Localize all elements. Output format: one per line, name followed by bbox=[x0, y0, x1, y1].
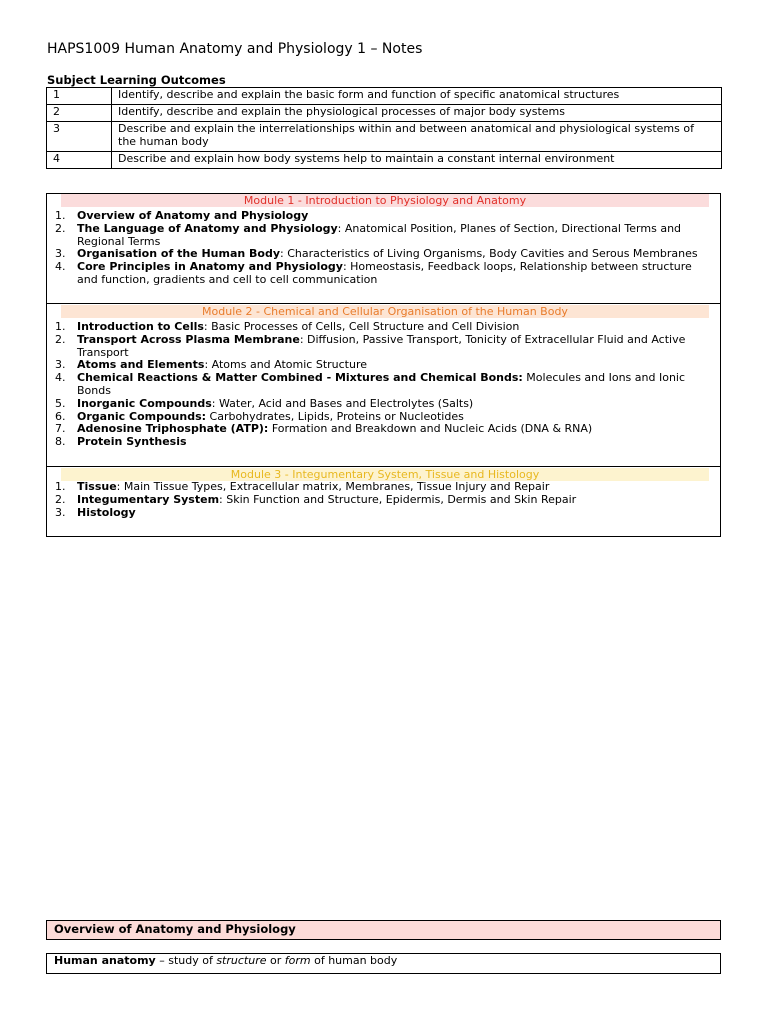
table-row bbox=[47, 88, 722, 105]
list-item: 1. Tissue: Main Tissue Types, Extracellular matrix, Membranes, Tissue Injury and Repair bbox=[55, 480, 550, 493]
document-title: HAPS1009 Human Anatomy and Physiology 1 – Notes bbox=[47, 41, 423, 57]
slo-text: Describe and explain how body systems help to maintain a constant internal environment bbox=[112, 152, 722, 169]
definition-box: Human anatomy – study of structure or form of human body bbox=[46, 953, 721, 974]
module-1-title: Module 1 - Introduction to Physiology and Anatomy bbox=[61, 194, 709, 207]
slo-text: Identify, describe and explain the basic form and function of specific anatomical structures bbox=[112, 88, 722, 105]
slo-text: Identify, describe and explain the physiological processes of major body systems bbox=[112, 105, 722, 122]
list-item: 6. Organic Compounds: Carbohydrates, Lipids, Proteins or Nucleotides bbox=[55, 409, 464, 423]
module-2-list bbox=[47, 321, 712, 449]
list-item: 4. Core Principles in Anatomy and Physiology: Homeostasis, Feedback loops, Relationship between structure and function, gradients and cell to cell communication bbox=[55, 260, 692, 286]
slo-number: 4 bbox=[47, 152, 112, 169]
list-item: 3. Organisation of the Human Body: Characteristics of Living Organisms, Body Cavities and Serous Membranes bbox=[55, 247, 698, 261]
table-row bbox=[47, 152, 722, 169]
list-item: 3. Histology bbox=[55, 505, 136, 519]
module-2-title: Module 2 - Chemical and Cellular Organisation of the Human Body bbox=[61, 305, 709, 318]
slo-number: 1 bbox=[47, 88, 112, 105]
module-divider bbox=[47, 466, 720, 467]
slo-number: 3 bbox=[47, 122, 112, 152]
slo-number: 2 bbox=[47, 105, 112, 122]
list-item: 2. Integumentary System: Skin Function and Structure, Epidermis, Dermis and Skin Repair bbox=[55, 492, 577, 506]
list-item: 5. Inorganic Compounds: Water, Acid and Bases and Electrolytes (Salts) bbox=[55, 396, 474, 410]
section-heading: Overview of Anatomy and Physiology bbox=[46, 920, 721, 940]
table-row bbox=[47, 122, 722, 152]
module-divider bbox=[47, 303, 720, 304]
list-item: 3. Atoms and Elements: Atoms and Atomic Structure bbox=[55, 358, 368, 372]
modules-box bbox=[46, 193, 721, 537]
slo-text: Describe and explain the interrelationships within and between anatomical and physiological systems of the human body bbox=[112, 122, 722, 152]
module-3-title: Module 3 - Integumentary System, Tissue and Histology bbox=[61, 468, 709, 481]
list-item: 2. The Language of Anatomy and Physiology: Anatomical Position, Planes of Section, Directional Terms and Regional Terms bbox=[55, 221, 682, 248]
list-item: 8. Protein Synthesis bbox=[55, 435, 187, 449]
list-item: 7. Adenosine Triphosphate (ATP): Formation and Breakdown and Nucleic Acids (DNA & RNA) bbox=[55, 422, 593, 436]
table-row bbox=[47, 105, 722, 122]
module-3-list bbox=[47, 481, 712, 519]
list-item: 1. Overview of Anatomy and Physiology bbox=[55, 209, 309, 222]
module-1-list bbox=[47, 210, 712, 287]
list-item: 1. Introduction to Cells: Basic Processes of Cells, Cell Structure and Cell Division bbox=[55, 320, 520, 333]
slo-heading: Subject Learning Outcomes bbox=[47, 73, 226, 87]
definition-term: Human anatomy bbox=[54, 954, 156, 967]
list-item: 4. Chemical Reactions & Matter Combined - Mixtures and Chemical Bonds: Molecules and Ions and Ionic Bonds bbox=[55, 371, 686, 397]
list-item: 2. Transport Across Plasma Membrane: Diffusion, Passive Transport, Tonicity of Extracellular Fluid and Active Transport bbox=[55, 332, 686, 359]
slo-table bbox=[46, 87, 722, 169]
